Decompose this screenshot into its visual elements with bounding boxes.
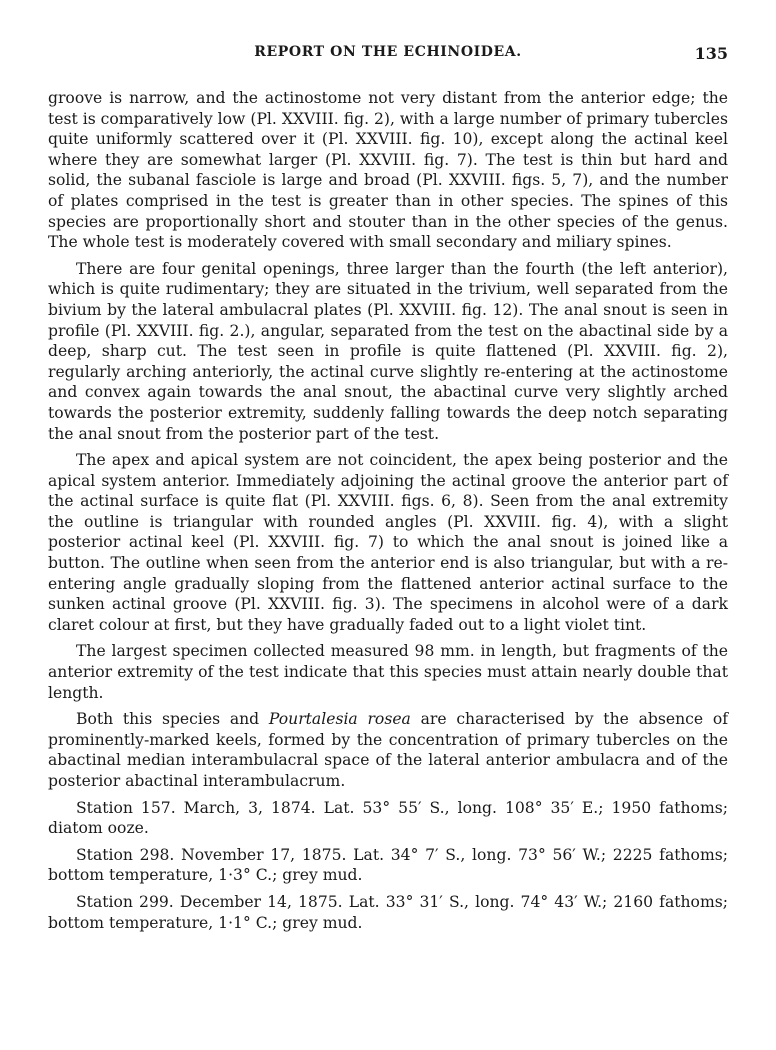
paragraph-2: There are four genital openings, three larger than the fourth (the left anterior), which is quite rudimentary; they are situated in the trivium, well separated from the bivium by the lateral ambulacral plates (Pl. XXVIII. fig. 12). The anal snout is seen in profile (Pl. XXVIII. fig. 2.), angular, separated from the test on the abactinal side by a deep, sharp cut. The test seen in profile is quite flattened (Pl. XXVIII. fig. 2), regularly arching anteriorly, the actinal curve slightly re-entering at the actinostome and convex again towards the anal snout, the abactinal curve very slightly arched towards the posterior extremity, suddenly falling towards the deep notch separating the anal snout from the posterior part of the test. — [48, 259, 728, 443]
station-list — [48, 798, 728, 934]
body-text — [48, 88, 728, 939]
station-entry: Station 299. December 14, 1875. Lat. 33° 31′ S., long. 74° 43′ W.; 2160 fathoms; bottom temperature, 1·1° C.; grey mud. — [48, 892, 728, 932]
running-title: REPORT ON THE ECHINOIDEA. — [254, 44, 522, 60]
page-number: 135 — [694, 44, 728, 63]
running-head — [48, 44, 728, 68]
paragraph-5-rest: are characterised by the absence of prominently-marked keels, formed by the concentration of primary tubercles on the abactinal median interambulacral space of the lateral anterior ambulacra and of the posterior abactinal interambulacrum. — [48, 710, 729, 790]
paragraph-3: The apex and apical system are not coincident, the apex being posterior and the apical system anterior. Immediately adjoining the actinal groove the anterior part of the actinal surface is quite flat (Pl. XXVIII. figs. 6, 8). Seen from the anal extremity the outline is triangular with rounded angles (Pl. XXVIII. fig. 4), with a slight posterior actinal keel (Pl. XXVIII. fig. 7) to which the anal snout is joined like a button. The outline when seen from the anterior end is also triangular, but with a re-entering angle gradually sloping from the flattened anterior actinal surface to the sunken actinal groove (Pl. XXVIII. fig. 3). The specimens in alcohol were of a dark claret colour at first, but they have gradually faded out to a light violet tint. — [48, 451, 728, 634]
species-name: Pourtalesia rosea — [268, 710, 411, 729]
paragraph-5-lead: Both this species and — [76, 710, 269, 729]
paragraph-5 — [48, 709, 728, 791]
station-entry: Station 298. November 17, 1875. Lat. 34° 7′ S., long. 73° 56′ W.; 2225 fathoms; bottom temperature, 1·3° C.; grey mud. — [48, 845, 728, 885]
paragraph-1: groove is narrow, and the actinostome not very distant from the anterior edge; the test is comparatively low (Pl. XXVIII. fig. 2), with a large number of primary tubercles quite uniformly scattered over it (Pl. XXVIII. fig. 10), except along the actinal keel where they are somewhat larger (Pl. XXVIII. fig. 7). The test is thin but hard and solid, the subanal fasciole is large and broad (Pl. XXVIII. figs. 5, 7), and the number of plates comprised in the test is greater than in other species. The spines of this species are proportionally short and stouter than in the other species of the genus. The whole test is moderately covered with small secondary and miliary spines. — [48, 89, 728, 252]
station-entry: Station 157. March, 3, 1874. Lat. 53° 55′ S., long. 108° 35′ E.; 1950 fathoms; diatom ooze. — [48, 798, 728, 838]
paragraph-4: The largest specimen collected measured 98 mm. in length, but fragments of the anterior extremity of the test indicate that this species must attain nearly double that length. — [48, 642, 728, 702]
